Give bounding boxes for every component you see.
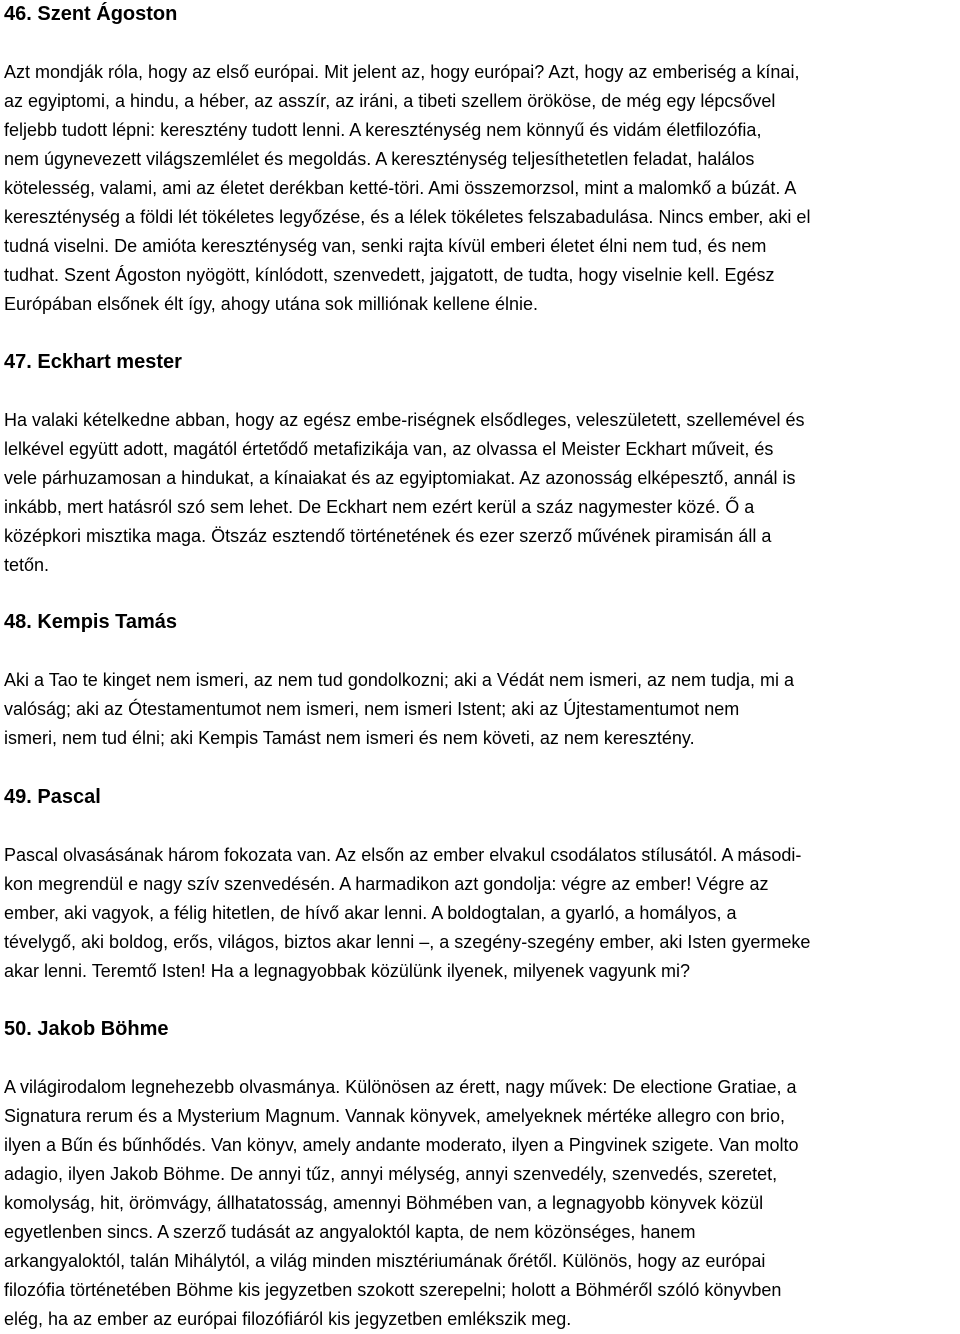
paragraph-line: vele párhuzamosan a hindukat, a kínaiakat és az egyiptomiakat. Az azonosság elképesztő, annál is [4,468,796,488]
section-title: 47. Eckhart mester [4,351,182,373]
section-48 [4,608,954,753]
paragraph-line: inkább, mert hatásról szó sem lehet. De Eckhart nem ezért kerül a száz nagymester közé. Ő a [4,497,755,517]
section-paragraph [4,841,954,986]
paragraph-line: ilyen a Bűn és bűnhődés. Van könyv, amely andante moderato, ilyen a Pingvinek szigete. Van molto [4,1135,799,1155]
section-title: 48. Kempis Tamás [4,611,178,633]
paragraph-line: Aki a Tao te kinget nem ismeri, az nem tud gondolkozni; aki a Védát nem ismeri, az nem tudja, mi a [4,670,795,690]
section-title: 46. Szent Ágoston [4,3,178,25]
section-50 [4,1015,954,1334]
paragraph-line: tévelygő, aki boldog, erős, világos, biztos akar lenni –, a szegény-szegény ember, aki Isten gyermeke [4,932,811,952]
paragraph-line: ismeri, nem tud élni; aki Kempis Tamást nem ismeri és nem követi, az nem keresztény. [4,728,695,748]
section-47 [4,348,954,580]
paragraph-line: Pascal olvasásának három fokozata van. Az elsőn az ember elvakul csodálatos stílusától. A másodi- [4,845,802,865]
paragraph-line: egyetlenben sincs. A szerző tudását az angyaloktól kapta, de nem közönséges, hanem [4,1222,696,1242]
paragraph-line: kon megrendül e nagy szív szenvedésén. A harmadikon azt gondolja: végre az ember! Végre az [4,874,769,894]
paragraph-line: Azt mondják róla, hogy az első európai. Mit jelent az, hogy európai? Azt, hogy az emberiség a kínai, [4,62,800,82]
paragraph-line: az egyiptomi, a hindu, a héber, az asszír, az iráni, a tibeti szellem örököse, de még egy lépcsővel [4,91,776,111]
paragraph-line: lelkével együtt adott, magától értetődő metafizikája van, az olvassa el Meister Eckhart műveit, és [4,439,774,459]
paragraph-line: Európában elsőnek élt így, ahogy utána sok milliónak kellene élnie. [4,294,539,314]
paragraph-line: elég, ha az ember az európai filozófiáról kis jegyzetben emlékszik meg. [4,1309,572,1329]
paragraph-line: tetőn. [4,555,50,575]
section-paragraph [4,1073,954,1334]
paragraph-line: Signatura rerum és a Mysterium Magnum. Vannak könyvek, amelyeknek mértéke allegro con brio, [4,1106,786,1126]
paragraph-line: akar lenni. Teremtő Isten! Ha a legnagyobbak közülünk ilyenek, milyenek vagyunk mi? [4,961,691,981]
paragraph-line: kereszténység a földi lét tökéletes legyőzése, és a lélek tökéletes felszabadulása. Nincs ember, aki el [4,207,811,227]
paragraph-line: tudhat. Szent Ágoston nyögött, kínlódott, szenvedett, jajgatott, de tudta, hogy viselnie kell. Egész [4,265,775,285]
paragraph-line: nem úgynevezett világszemlélet és megoldás. A kereszténység teljesíthetetlen feladat, halálos [4,149,755,169]
paragraph-line: Ha valaki kételkedne abban, hogy az egész embe-riségnek elsődleges, veleszületett, szellemével és [4,410,805,430]
section-title: 49. Pascal [4,786,101,808]
section-paragraph [4,58,954,319]
paragraph-line: feljebb tudott lépni: keresztény tudott lenni. A kereszténység nem könnyű és vidám életfilozófia, [4,120,762,140]
paragraph-line: tudná viselni. De amióta kereszténység van, senki rajta kívül emberi életet élni nem tud, és nem [4,236,767,256]
paragraph-line: A világirodalom legnehezebb olvasmánya. Különösen az érett, nagy művek: De electione Gratiae, a [4,1077,797,1097]
paragraph-line: arkangyaloktól, talán Mihálytól, a világ minden misztériumának őrétől. Különös, hogy az európai [4,1251,766,1271]
paragraph-line: középkori misztika maga. Ötszáz esztendő történetének és ezer szerző művének piramisán áll a [4,526,772,546]
paragraph-line: kötelesség, valami, ami az életet derékban ketté-töri. Ami összemorzsol, mint a malomkő a búzát. A [4,178,797,198]
paragraph-line: adagio, ilyen Jakob Böhme. De annyi tűz, annyi mélység, annyi szenvedély, szenvedés, szeretet, [4,1164,778,1184]
paragraph-line: ember, aki vagyok, a félig hitetlen, de hívő akar lenni. A boldogtalan, a gyarló, a homályos, a [4,903,737,923]
section-49 [4,783,954,986]
paragraph-line: komolyság, hit, örömvágy, állhatatosság, amennyi Böhmében van, a legnagyobb könyvek közül [4,1193,764,1213]
section-46 [4,0,954,319]
section-title: 50. Jakob Böhme [4,1018,169,1040]
section-paragraph [4,406,954,580]
section-paragraph [4,666,954,753]
paragraph-line: valóság; aki az Ótestamentumot nem ismeri, nem ismeri Istent; aki az Újtestamentumot nem [4,699,740,719]
paragraph-line: filozófia történetében Böhme kis jegyzetben szokott szerepelni; holott a Böhméről szóló könyvben [4,1280,782,1300]
